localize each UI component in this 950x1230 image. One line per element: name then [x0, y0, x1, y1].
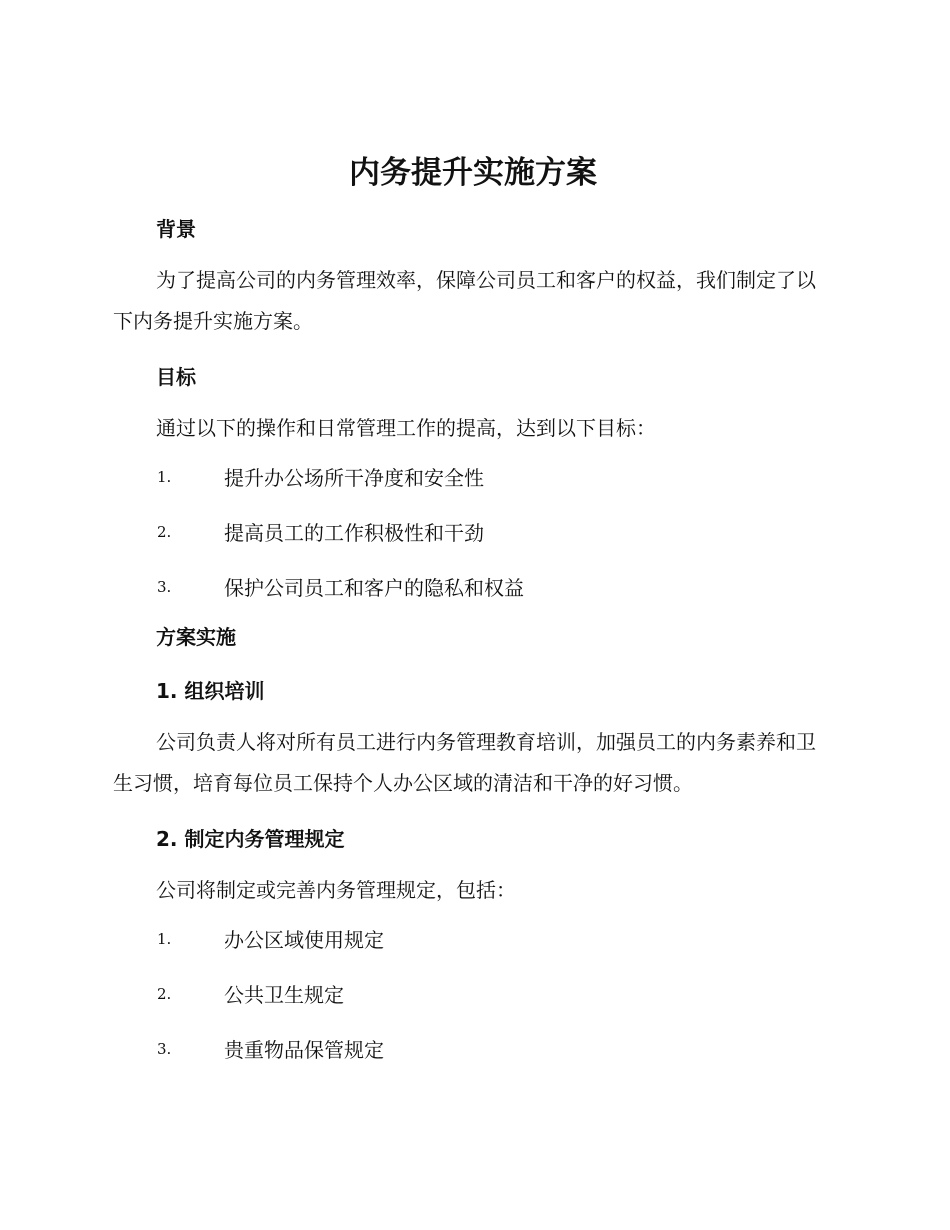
list-number: 1.: [157, 467, 172, 486]
list-item: [113, 449, 833, 504]
list-item: [113, 504, 833, 559]
goals-list: [113, 449, 833, 614]
list-number: 2.: [157, 522, 172, 541]
section-heading-background: 背景: [156, 217, 196, 241]
subsection-heading-training: 1. 组织培训: [156, 679, 265, 703]
list-text: 办公区域使用规定: [224, 928, 384, 952]
training-paragraph: 公司负责人将对所有员工进行内务管理教育培训，加强员工的内务素养和卫生习惯，培育每位员工保持个人办公区域的清洁和干净的好习惯。: [113, 730, 816, 795]
section-heading-goals: 目标: [156, 365, 196, 389]
rules-list: [113, 911, 833, 1076]
list-text: 公共卫生规定: [224, 983, 344, 1007]
list-number: 2.: [157, 984, 172, 1003]
list-item: [113, 559, 833, 614]
subsection-heading-rules: 2. 制定内务管理规定: [156, 827, 345, 851]
section-heading-implementation: 方案实施: [156, 625, 236, 649]
background-paragraph: 为了提高公司的内务管理效率，保障公司员工和客户的权益，我们制定了以下内务提升实施方案。: [113, 268, 816, 333]
list-text: 提高员工的工作积极性和干劲: [224, 521, 484, 545]
list-item: [113, 1021, 833, 1076]
list-item: [113, 911, 833, 966]
list-text: 提升办公场所干净度和安全性: [224, 466, 484, 490]
list-text: 保护公司员工和客户的隐私和权益: [224, 576, 524, 600]
list-text: 贵重物品保管规定: [224, 1038, 384, 1062]
list-item: [113, 966, 833, 1021]
document-body: [113, 148, 833, 1076]
list-number: 3.: [157, 1039, 172, 1058]
list-number: 3.: [157, 577, 172, 596]
list-number: 1.: [157, 929, 172, 948]
rules-intro: 公司将制定或完善内务管理规定，包括：: [156, 878, 516, 902]
document-title: 内务提升实施方案: [349, 155, 597, 191]
goals-intro: 通过以下的操作和日常管理工作的提高，达到以下目标：: [156, 416, 656, 440]
